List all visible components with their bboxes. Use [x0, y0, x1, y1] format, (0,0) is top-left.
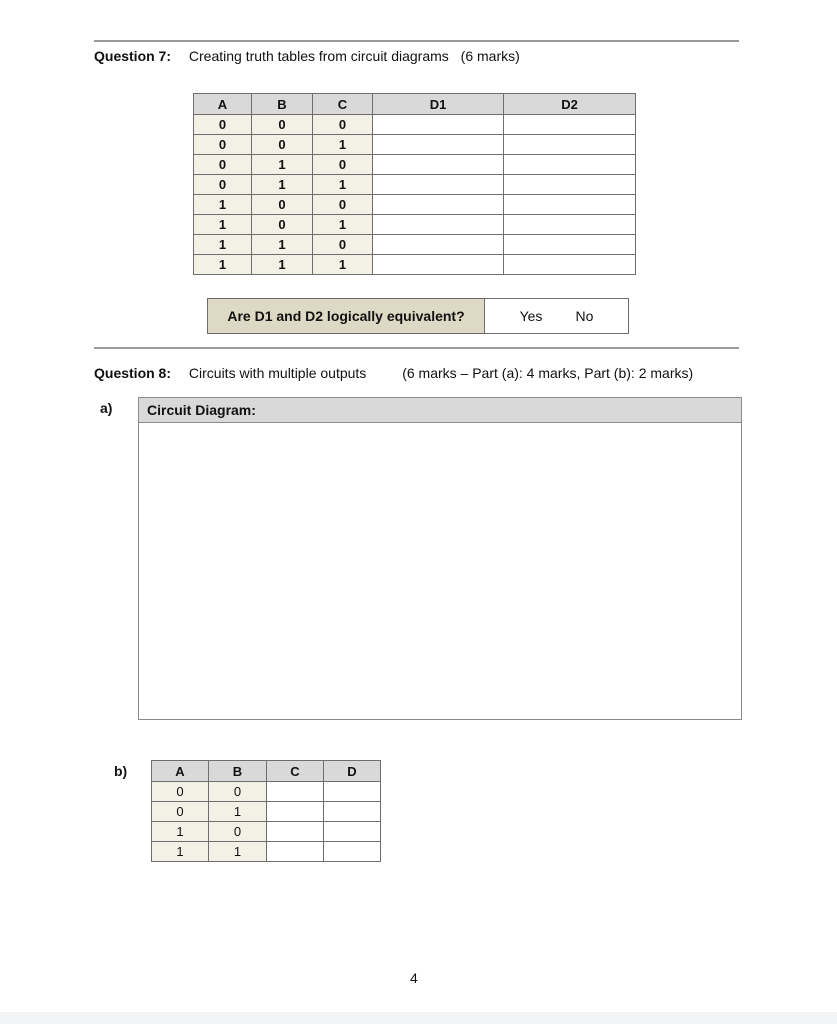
q8-heading: [94, 365, 693, 381]
cell-d-answer[interactable]: [324, 842, 381, 862]
cell-b: 0: [209, 822, 267, 842]
table-row: [152, 802, 381, 822]
cell-d2-answer[interactable]: [504, 215, 636, 235]
cell-d2-answer[interactable]: [504, 235, 636, 255]
cell-a: 0: [194, 175, 252, 195]
q8-label: Question 8:: [94, 365, 172, 381]
col-header-a: A: [194, 94, 252, 115]
table-row: [152, 822, 381, 842]
col-header-a: A: [152, 761, 209, 782]
part-a-label: a): [100, 400, 113, 416]
page-number: 4: [410, 970, 418, 986]
cell-b: 0: [252, 115, 313, 135]
cell-a: 1: [152, 822, 209, 842]
table-row: [152, 782, 381, 802]
cell-c: 1: [313, 255, 373, 275]
q8-marks: (6 marks – Part (a): 4 marks, Part (b): 2 marks): [402, 365, 694, 381]
cell-d-answer[interactable]: [324, 802, 381, 822]
cell-d2-answer[interactable]: [504, 135, 636, 155]
table-row: [194, 215, 636, 235]
col-header-c: C: [267, 761, 324, 782]
cell-b: 0: [252, 135, 313, 155]
cell-b: 0: [252, 215, 313, 235]
table-row: [194, 135, 636, 155]
table-row: [194, 195, 636, 215]
cell-c: 1: [313, 215, 373, 235]
table-header-row: [194, 94, 636, 115]
cell-d2-answer[interactable]: [504, 255, 636, 275]
part-b-label: b): [114, 763, 128, 779]
cell-b: 1: [252, 255, 313, 275]
col-header-b: B: [209, 761, 267, 782]
table-row: [194, 235, 636, 255]
cell-d2-answer[interactable]: [504, 115, 636, 135]
equivalence-question: Are D1 and D2 logically equivalent?: [208, 299, 485, 333]
cell-d1-answer[interactable]: [373, 115, 504, 135]
cell-a: 0: [194, 155, 252, 175]
cell-b: 1: [209, 842, 267, 862]
cell-d1-answer[interactable]: [373, 235, 504, 255]
cell-c-answer[interactable]: [267, 782, 324, 802]
cell-c: 0: [313, 155, 373, 175]
no-option[interactable]: No: [575, 308, 594, 324]
table-row: [152, 842, 381, 862]
equivalence-answer-options: [485, 299, 628, 333]
cell-c-answer[interactable]: [267, 802, 324, 822]
cell-d-answer[interactable]: [324, 782, 381, 802]
cell-d2-answer[interactable]: [504, 155, 636, 175]
cell-a: 0: [194, 135, 252, 155]
cell-d1-answer[interactable]: [373, 135, 504, 155]
equivalence-question-box: [207, 298, 629, 334]
q7-marks: (6 marks): [460, 48, 520, 64]
cell-b: 1: [252, 175, 313, 195]
cell-c: 0: [313, 115, 373, 135]
cell-a: 0: [194, 115, 252, 135]
cell-b: 1: [252, 235, 313, 255]
cell-a: 0: [152, 782, 209, 802]
cell-a: 1: [194, 255, 252, 275]
cell-c: 0: [313, 195, 373, 215]
footer-band: [0, 1012, 837, 1024]
cell-a: 1: [194, 195, 252, 215]
cell-d1-answer[interactable]: [373, 215, 504, 235]
cell-b: 1: [252, 155, 313, 175]
cell-d1-answer[interactable]: [373, 155, 504, 175]
cell-b: 0: [209, 782, 267, 802]
cell-a: 1: [152, 842, 209, 862]
cell-d2-answer[interactable]: [504, 175, 636, 195]
col-header-d1: D1: [373, 94, 504, 115]
cell-a: 1: [194, 215, 252, 235]
cell-c: 1: [313, 175, 373, 195]
table-row: [194, 255, 636, 275]
q7-label: Question 7:: [94, 48, 172, 64]
q8-top-rule: [94, 347, 739, 349]
cell-d1-answer[interactable]: [373, 175, 504, 195]
table-row: [194, 175, 636, 195]
table-row: [194, 155, 636, 175]
cell-d1-answer[interactable]: [373, 195, 504, 215]
q7-heading: [94, 48, 520, 64]
cell-d2-answer[interactable]: [504, 195, 636, 215]
q7-truth-table: [193, 93, 636, 275]
q8-truth-table: [151, 760, 381, 862]
cell-d-answer[interactable]: [324, 822, 381, 842]
cell-c: 0: [313, 235, 373, 255]
q7-title: Creating truth tables from circuit diagrams: [188, 48, 449, 64]
col-header-d: D: [324, 761, 381, 782]
cell-a: 0: [152, 802, 209, 822]
col-header-b: B: [252, 94, 313, 115]
q7-top-rule: [94, 40, 739, 42]
col-header-c: C: [313, 94, 373, 115]
col-header-d2: D2: [504, 94, 636, 115]
q8-title: Circuits with multiple outputs: [188, 365, 367, 381]
circuit-diagram-header: Circuit Diagram:: [139, 398, 741, 423]
cell-c-answer[interactable]: [267, 822, 324, 842]
yes-option[interactable]: Yes: [519, 308, 543, 324]
table-header-row: [152, 761, 381, 782]
cell-b: 0: [252, 195, 313, 215]
cell-c: 1: [313, 135, 373, 155]
cell-d1-answer[interactable]: [373, 255, 504, 275]
cell-a: 1: [194, 235, 252, 255]
circuit-diagram-area[interactable]: [138, 397, 742, 720]
cell-c-answer[interactable]: [267, 842, 324, 862]
table-row: [194, 115, 636, 135]
cell-b: 1: [209, 802, 267, 822]
